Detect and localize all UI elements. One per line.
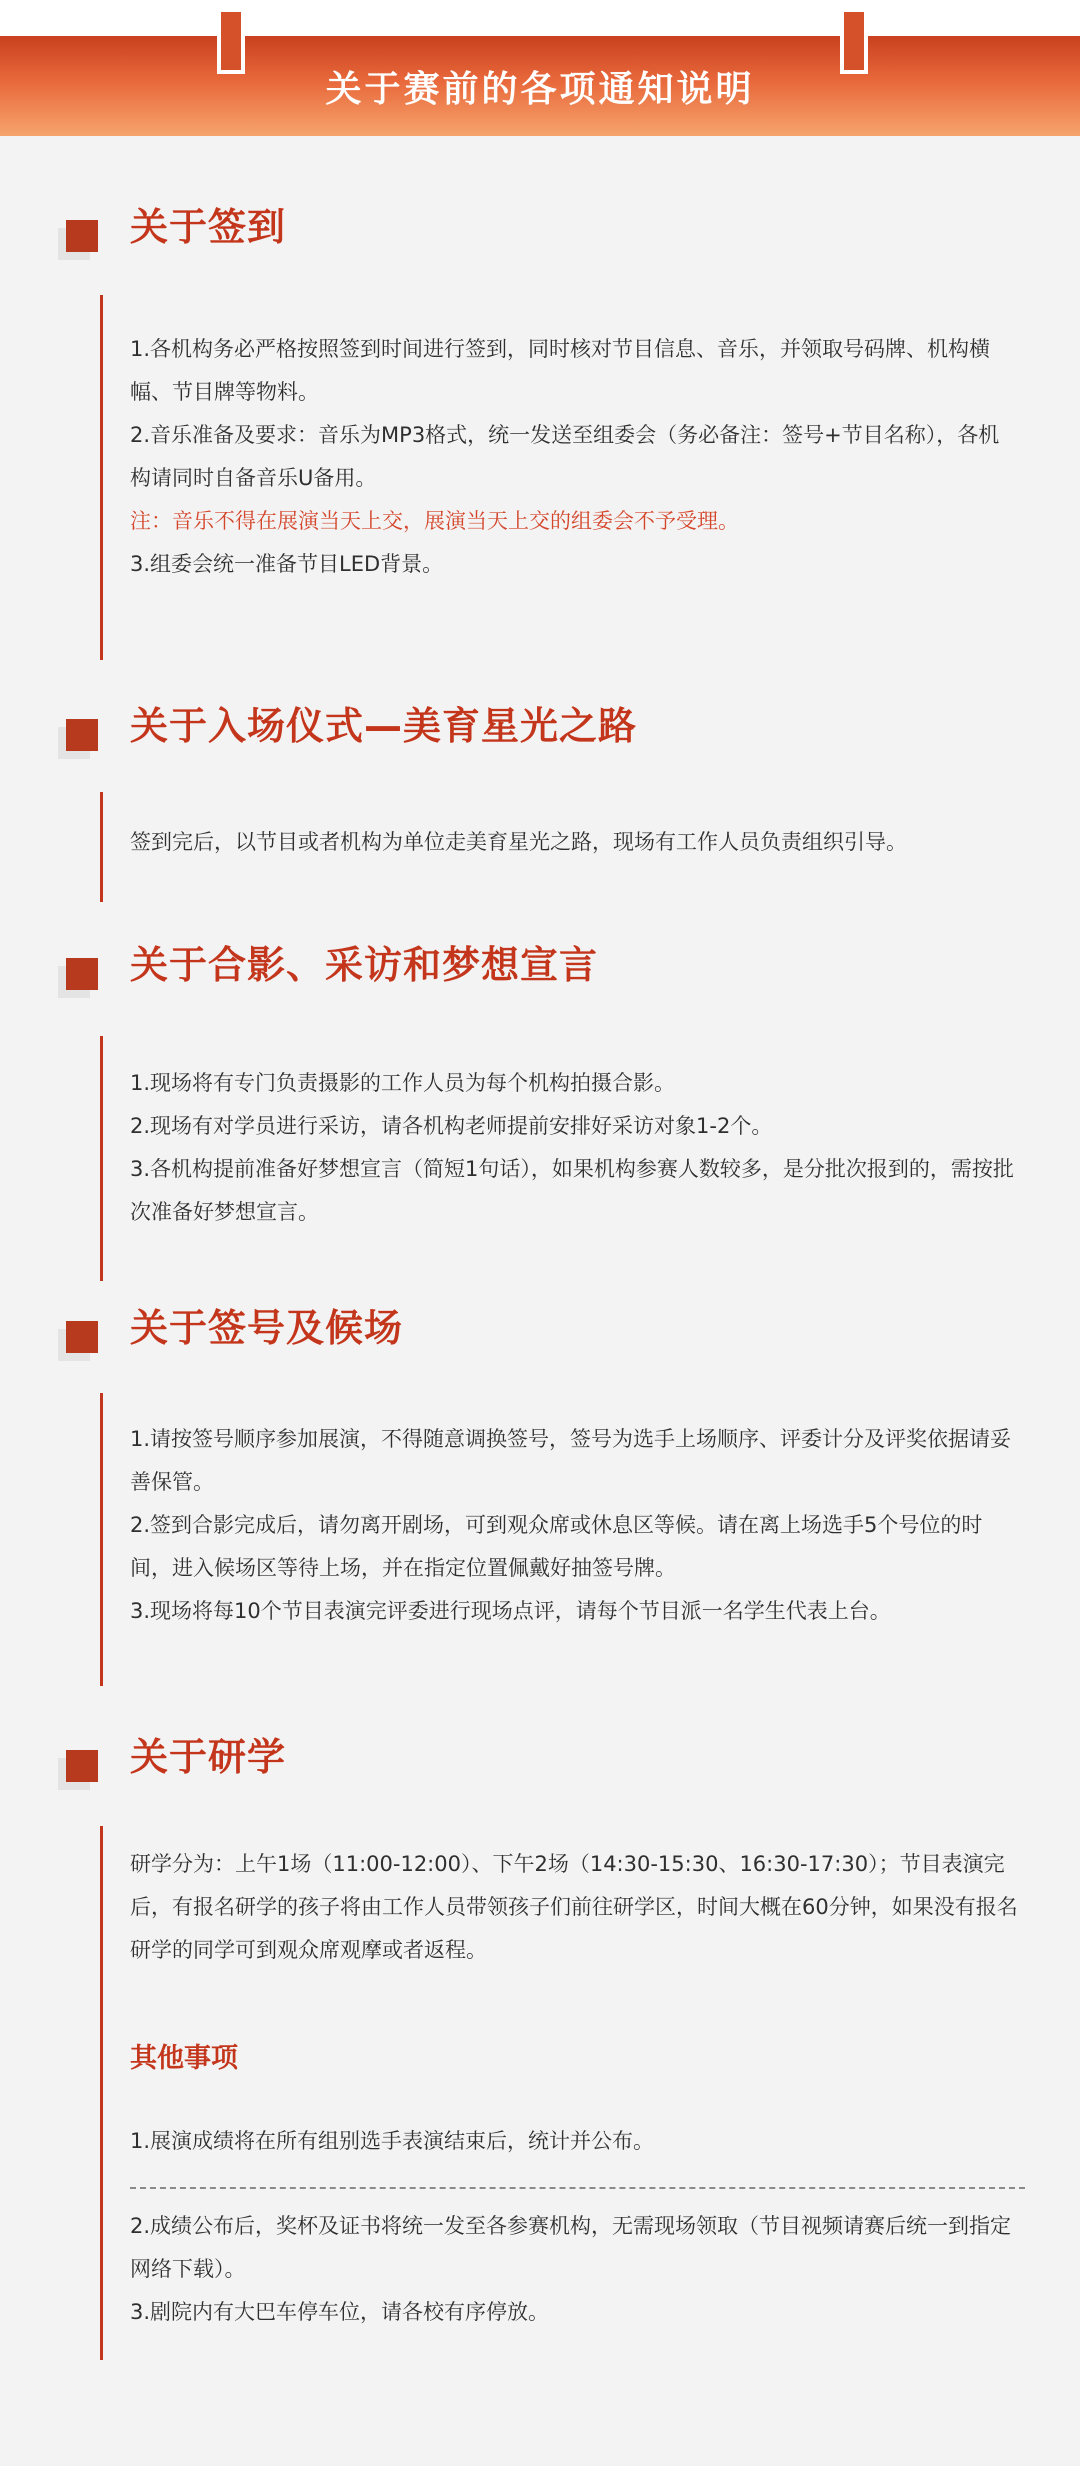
text-line: 1.请按签号顺序参加展演，不得随意调换签号，签号为选手上场顺序、评委计分及评奖依据请妥善保管。 — [130, 1427, 1012, 1494]
top-bar — [0, 0, 1080, 36]
text-line: 1.各机构务必严格按照签到时间进行签到，同时核对节目信息、音乐，并领取号码牌、机构横幅、节目牌等物料。 — [130, 337, 991, 404]
section-marker — [66, 719, 98, 751]
text-line: 2.音乐准备及要求：音乐为MP3格式，统一发送至组委会（务必备注：签号+节目名称），各机构请同时自备音乐U备用。 — [130, 423, 1000, 490]
text-line: 3.现场将每10个节目表演完评委进行现场点评，请每个节目派一名学生代表上台。 — [130, 1599, 891, 1623]
dashed-divider — [130, 2187, 1025, 2189]
section-divider-line — [100, 1036, 103, 1281]
text-line: 3.各机构提前准备好梦想宣言（简短1句话），如果机构参赛人数较多，是分批次报到的，需按批次准备好梦想宣言。 — [130, 1157, 1014, 1224]
text-line: 研学分为：上午1场（11:00-12:00）、下午2场（14:30-15:30、16:30-17:30）；节目表演完后，有报名研学的孩子将由工作人员带领孩子们前往研学区，时间大概在60分钟，如果没有报名研学的同学可到观众席观摩或者返程。 — [130, 1852, 1018, 1962]
section-title-waiting: 关于签号及候场 — [130, 1306, 404, 1350]
section-divider-line — [100, 792, 103, 902]
subsection-body-other-b — [130, 2205, 1020, 2334]
section-divider-line — [100, 1826, 103, 2360]
text-line: 1.现场将有专门负责摄影的工作人员为每个机构拍摄合影。 — [130, 1071, 676, 1095]
section-marker — [66, 1750, 98, 1782]
text-line: 2.签到合影完成后，请勿离开剧场，可到观众席或休息区等候。请在离上场选手5个号位的时间，进入候场区等待上场，并在指定位置佩戴好抽签号牌。 — [130, 1513, 983, 1580]
text-line: 签到完后，以节目或者机构为单位走美育星光之路，现场有工作人员负责组织引导。 — [130, 830, 907, 854]
section-marker — [66, 220, 98, 252]
note-line: 注：音乐不得在展演当天上交，展演当天上交的组委会不予受理。 — [130, 509, 739, 533]
subsection-body-other-a — [130, 2120, 1020, 2163]
section-body-waiting — [130, 1418, 1020, 1633]
section-marker — [66, 1321, 98, 1353]
section-body-checkin — [130, 328, 1020, 586]
text-line: 1.展演成绩将在所有组别选手表演结束后，统计并公布。 — [130, 2129, 655, 2153]
section-title-study: 关于研学 — [130, 1735, 287, 1779]
section-marker — [66, 958, 98, 990]
section-body-photo — [130, 1062, 1020, 1234]
text-line: 2.现场有对学员进行采访，请各机构老师提前安排好采访对象1-2个。 — [130, 1114, 773, 1138]
section-body-study — [130, 1843, 1020, 1972]
section-title-entrance: 关于入场仪式—美育星光之路 — [130, 704, 638, 748]
subsection-title-other: 其他事项 — [130, 2043, 238, 2074]
text-line: 2.成绩公布后，奖杯及证书将统一发至各参赛机构，无需现场领取（节目视频请赛后统一到指定网络下载）。 — [130, 2214, 1012, 2281]
section-divider-line — [100, 1393, 103, 1686]
section-body-entrance — [130, 821, 1020, 864]
section-title-checkin: 关于签到 — [130, 205, 287, 249]
text-line: 3.组委会统一准备节目LED背景。 — [130, 552, 444, 576]
section-title-photo: 关于合影、采访和梦想宣言 — [130, 943, 599, 987]
section-divider-line — [100, 295, 103, 660]
text-line: 3.剧院内有大巴车停车位，请各校有序停放。 — [130, 2300, 550, 2324]
page-title: 关于赛前的各项通知说明 — [325, 68, 755, 110]
